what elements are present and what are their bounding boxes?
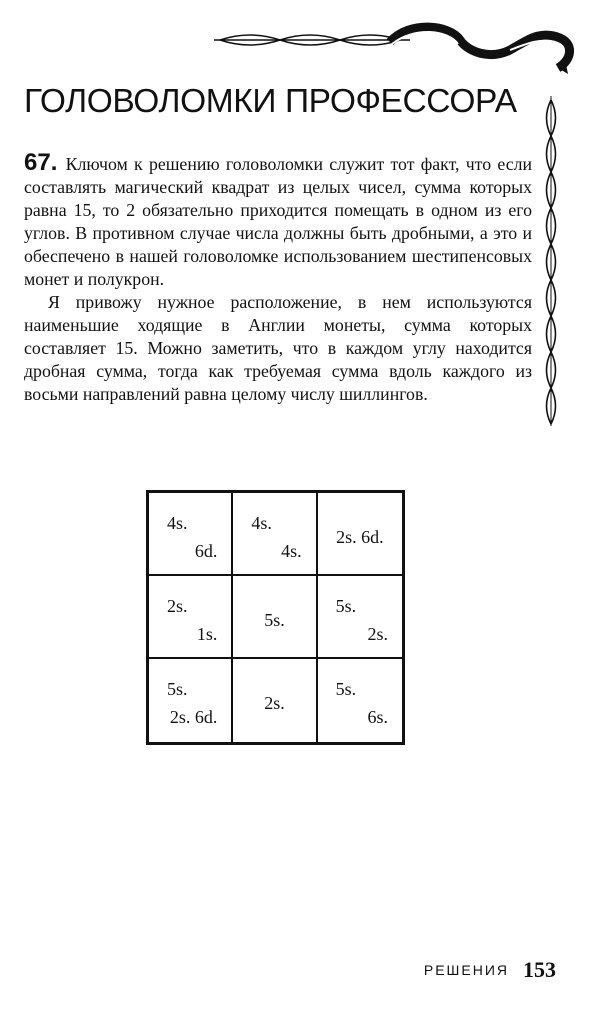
side-border-ornament [540, 96, 562, 426]
cell-value-bottom: 2s. 6d. [169, 707, 218, 727]
grid-cell-r1c1 [149, 493, 233, 576]
cell-value-center: 2s. 6d. [336, 527, 384, 547]
grid-cell-r3c3 [318, 659, 402, 742]
page-footer [424, 957, 556, 983]
cell-value-top: 5s. [167, 679, 188, 699]
grid-cell-r1c3 [318, 493, 402, 576]
cell-value-bottom: 2s. [367, 624, 388, 644]
solution-paragraph-1 [24, 151, 532, 291]
cell-value-top: 4s. [251, 513, 272, 533]
cell-value-bottom: 6d. [194, 541, 218, 561]
cell-value-bottom: 6s. [367, 707, 388, 727]
cell-value-center: 5s. [264, 610, 285, 630]
ribbon-ornament-icon [210, 20, 590, 80]
cell-value-top: 2s. [167, 596, 188, 616]
grid-cell-r2c3 [318, 576, 402, 659]
cell-value-top: 5s. [335, 679, 357, 699]
cell-value-center: 2s. [264, 693, 285, 713]
solution-number: 67. [24, 149, 58, 176]
cell-value-bottom: 1s. [196, 624, 218, 644]
cell-value-top: 4s. [167, 513, 188, 533]
solution-paragraph-2: Я привожу нужное расположение, в нем используются наименьшие ходящие в Англии монеты, сумма которых составляет 15. Можно заметить, что в каждом углу находится дробная сумма, тогда как требуемая сумма вдоль каждого из восьми направлений равна целому числу шиллингов. [24, 292, 532, 404]
grid-cell-r2c1 [149, 576, 233, 659]
grid-cell-r3c1 [149, 659, 233, 742]
magic-square-grid [146, 490, 405, 745]
cell-value-top: 5s. [335, 596, 357, 616]
page-title: ГОЛОВОЛОМКИ ПРОФЕССОРА [24, 83, 517, 120]
grid-cell-r3c2 [233, 659, 317, 742]
section-label: РЕШЕНИЯ [423, 962, 509, 978]
cell-value-bottom: 4s. [281, 541, 302, 561]
grid-cell-r2c2 [233, 576, 317, 659]
page-number: 153 [523, 957, 556, 982]
grid-cell-r1c2 [233, 493, 317, 576]
solution-text [24, 151, 532, 406]
paragraph-1-text: Ключом к решению головоломки служит тот факт, что если составлять магический квадрат из целых чисел, сумма которых равна 15, то 2 обязательно приходится помещать в одном из его углов. В противном случае числа должны быть дробными, а это и обеспечено в нашей головоломке использованием шестипенсовых монет и полукрон. [24, 154, 533, 289]
